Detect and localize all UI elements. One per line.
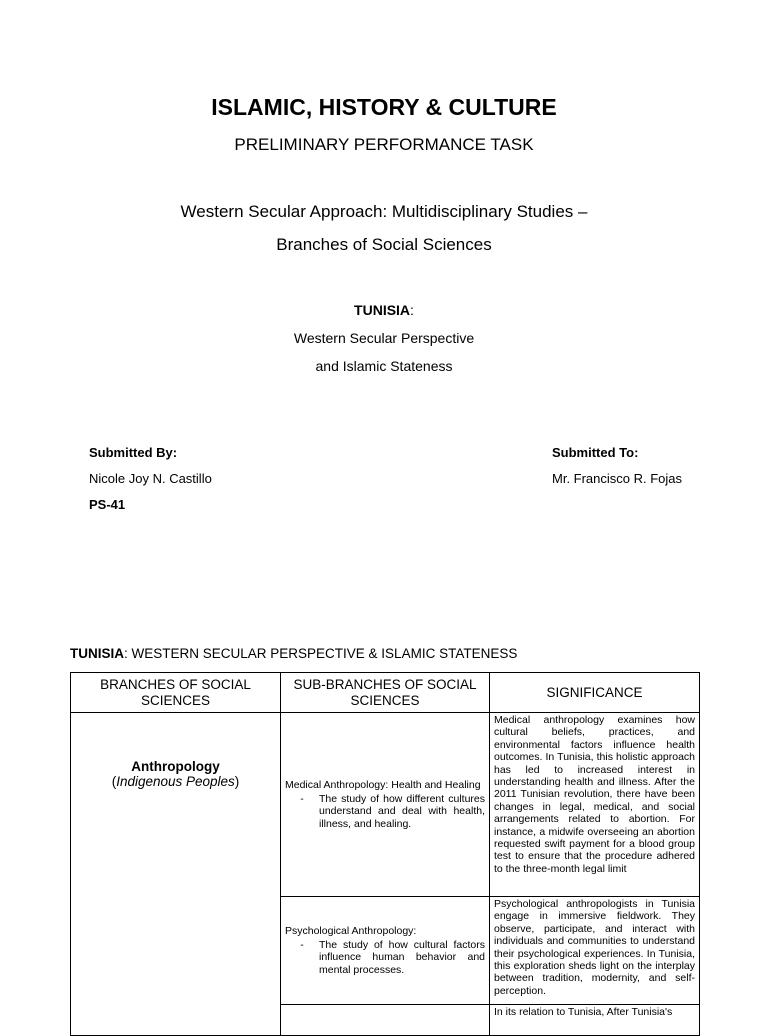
- country-colon: :: [410, 302, 414, 318]
- submitted-by-name: Nicole Joy N. Castillo: [89, 471, 212, 486]
- header-branches: BRANCHES OF SOCIAL SCIENCES: [71, 673, 281, 713]
- document-subtitle: PRELIMINARY PERFORMANCE TASK: [234, 135, 534, 154]
- sub-branch-name: Medical Anthropology: Health and Healing: [285, 779, 481, 791]
- table-row: [71, 713, 700, 897]
- branch-name: Anthropology: [131, 759, 220, 774]
- branch-sub: Indigenous Peoples: [116, 774, 235, 789]
- document-title: ISLAMIC, HISTORY & CULTURE: [211, 94, 557, 120]
- header-sub-branches: SUB-BRANCHES OF SOCIAL SCIENCES: [281, 673, 490, 713]
- submitted-to-name: Mr. Francisco R. Fojas: [552, 471, 683, 486]
- section-code: PS-41: [89, 497, 126, 512]
- table-caption: [70, 646, 517, 661]
- sub-branch-name: Psychological Anthropology:: [285, 925, 417, 937]
- sub-branch-description: The study of how different cultures understand and deal with health, illness, and healing.: [319, 792, 485, 830]
- perspective-line1: Western Secular Perspective: [293, 330, 475, 346]
- header-significance: SIGNIFICANCE: [490, 673, 700, 713]
- significance-cell: Psychological anthropologists in Tunisia engage in immersive fieldwork. They observe, participate, and interact with individuals and communities to understand their psychological experiences. In Tunisia, this exploration sheds light on the interplay between tradition, modernity, and self-perception.: [490, 897, 700, 1005]
- close-paren: ): [234, 774, 240, 789]
- perspective-line2: and Islamic Stateness: [315, 358, 453, 374]
- submitted-to-label: Submitted To:: [552, 445, 639, 460]
- social-sciences-table: [70, 672, 700, 1036]
- significance-cell: Medical anthropology examines how cultural beliefs, practices, and environmental factors influence health outcomes. In Tunisia, this holistic approach has led to increased interest in understanding health and illness. After the 2011 Tunisian revolution, there have been changes in legal, medical, and social arrangements related to abortion. For instance, a midwife overseeing an abortion requested swift payment for a blood group test to ensure that the procedure adhered to the three-month legal limit: [490, 713, 700, 897]
- branch-subtitle: [71, 774, 280, 789]
- open-paren: (: [111, 774, 117, 789]
- approach-heading-line1: Western Secular Approach: Multidisciplinary Studies –: [180, 202, 588, 221]
- sub-branch-cell: [281, 713, 490, 897]
- sub-branch-description: The study of how cultural factors influence human behavior and mental processes.: [319, 938, 485, 976]
- country-heading: [0, 302, 768, 318]
- branch-cell: [71, 713, 281, 1036]
- dash-bullet: -: [300, 792, 304, 805]
- table-caption-country: TUNISIA: [70, 646, 124, 661]
- dash-bullet: -: [300, 938, 304, 951]
- country-name: TUNISIA: [354, 302, 411, 318]
- submitted-by-label: Submitted By:: [89, 445, 178, 460]
- sub-branch-cell: [281, 897, 490, 1005]
- sub-branch-cell: [281, 1005, 490, 1036]
- table-caption-text: : WESTERN SECULAR PERSPECTIVE & ISLAMIC STATENESS: [124, 646, 518, 661]
- significance-cell: In its relation to Tunisia, After Tunisia's: [490, 1005, 700, 1036]
- table-header-row: [71, 673, 700, 713]
- approach-heading-line2: Branches of Social Sciences: [276, 235, 492, 254]
